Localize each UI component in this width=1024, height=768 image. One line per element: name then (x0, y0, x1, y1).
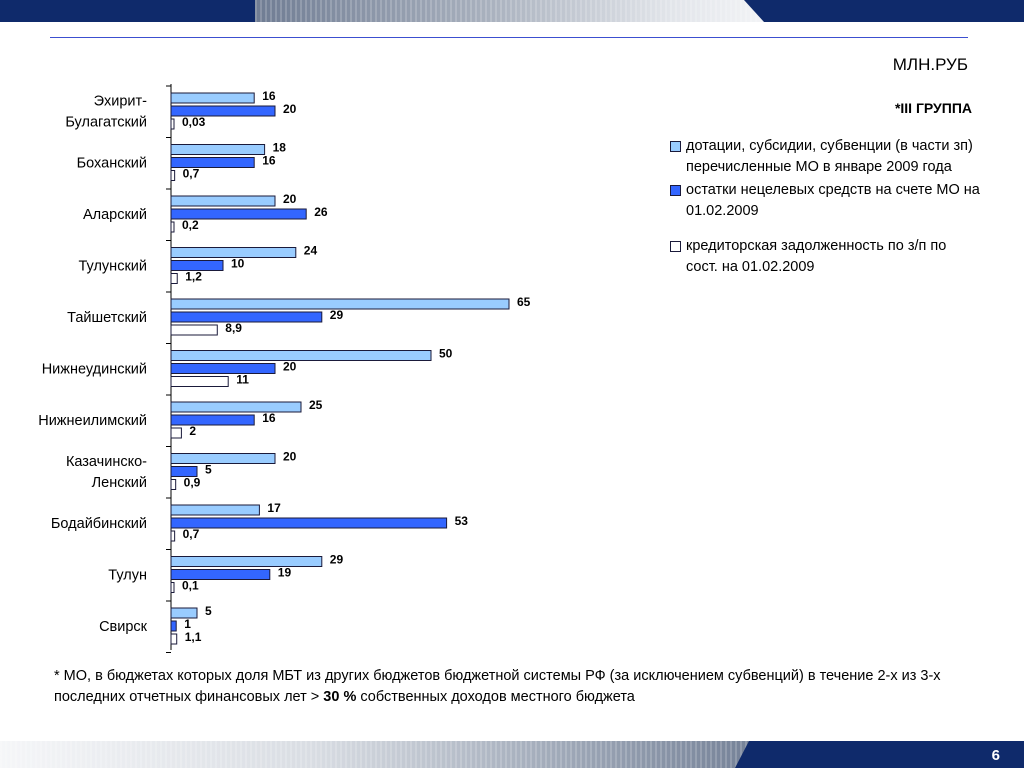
bar-3 (171, 377, 228, 387)
data-label: 0,7 (182, 527, 200, 541)
data-label: 53 (454, 514, 468, 528)
bar-1 (171, 351, 431, 361)
data-label: 0,2 (182, 218, 199, 232)
category-label: Казачинско-Ленский (65, 454, 147, 491)
bar-2 (171, 415, 254, 425)
category-label: Тулун (108, 567, 147, 584)
legend-item-arrears (670, 236, 980, 278)
bar-3 (171, 325, 217, 335)
data-label: 0,9 (183, 475, 201, 490)
data-label: 26 (314, 205, 328, 219)
legend-item-subsidies (670, 136, 980, 178)
data-label: 20 (283, 102, 297, 116)
data-label: 20 (283, 359, 297, 374)
data-label: 20 (283, 192, 297, 206)
category-label: Нижнеудинский (41, 361, 147, 378)
category-label: Эхирит-Булагатский (65, 93, 147, 131)
bar-3 (171, 634, 177, 644)
bar-1 (171, 505, 259, 515)
bar-1 (171, 145, 265, 155)
data-label: 11 (236, 372, 249, 387)
top-bar-gradient (255, 0, 775, 22)
category-label: Свирск (99, 619, 147, 635)
bar-1 (171, 402, 301, 412)
bar-3 (171, 171, 175, 181)
bar-2 (171, 364, 275, 374)
bar-3 (171, 531, 175, 541)
chart-legend (670, 136, 980, 278)
legend-swatch-arrears (670, 241, 681, 252)
data-label: 16 (262, 89, 276, 103)
header-rule (50, 37, 968, 38)
data-label: 25 (309, 398, 323, 412)
data-label: 29 (329, 308, 344, 322)
bar-1 (171, 454, 275, 464)
category-label: Тулунский (78, 258, 147, 275)
data-label: 19 (277, 565, 292, 580)
data-label: 10 (231, 256, 245, 271)
footnote (54, 666, 984, 708)
data-label: 17 (267, 501, 281, 515)
footnote-text-start: * МО, в бюджетах которых доля МБТ из других бюджетов бюджетной системы РФ (за исключением субвенций) в течение 2-х из 3-х последних отчетных финансовых лет > (54, 668, 941, 705)
category-label: Боханский (76, 155, 147, 172)
legend-label-arrears: кредиторская задолженность по з/п по сост. на 01.02.2009 (686, 238, 947, 275)
data-label: 65 (517, 295, 531, 309)
legend-swatch-subsidies (670, 141, 681, 152)
bar-3 (171, 119, 174, 129)
data-label: 5 (205, 462, 212, 477)
data-label: 1 (184, 617, 191, 631)
data-label: 1,2 (185, 269, 202, 284)
category-label: Аларский (82, 207, 147, 223)
bar-2 (171, 621, 176, 631)
bar-chart (0, 80, 620, 660)
data-label: 24 (303, 243, 318, 258)
data-label: 5 (205, 604, 212, 618)
bar-1 (171, 93, 254, 103)
bar-3 (171, 274, 177, 284)
unit-label: МЛН.РУБ (892, 55, 968, 74)
data-label: 2 (189, 424, 197, 438)
page-number: 6 (991, 747, 1000, 764)
data-label: 0,1 (182, 578, 199, 593)
data-label: 50 (439, 346, 453, 361)
footnote-threshold: 30 % (323, 689, 357, 705)
data-label: 20 (283, 449, 297, 464)
bar-1 (171, 557, 322, 567)
bottom-decor-bar (0, 741, 1024, 768)
bottom-bar-right-block (735, 741, 1024, 768)
legend-label-balances: остатки нецелевых средств на счете МО на 01.02.2009 (686, 182, 980, 219)
category-label: Бодайбинский (50, 516, 147, 532)
bar-3 (171, 480, 176, 490)
bar-3 (171, 583, 174, 593)
data-label: 29 (329, 552, 344, 567)
data-label: 1,1 (184, 630, 202, 644)
bar-3 (171, 222, 174, 232)
bar-3 (171, 428, 181, 438)
top-decor-bar (0, 0, 1024, 22)
bottom-bar-gradient (0, 741, 780, 768)
bar-1 (171, 196, 275, 206)
legend-swatch-balances (670, 185, 681, 196)
bar-2 (171, 312, 322, 322)
footnote-text-end: собственных доходов местного бюджета (356, 689, 635, 705)
category-label: Нижнеилимский (38, 413, 147, 429)
data-label: 16 (262, 411, 276, 425)
legend-item-balances (670, 180, 980, 222)
top-bar-left-block (0, 0, 255, 22)
data-label: 18 (272, 140, 286, 155)
data-label: 0,03 (182, 115, 206, 129)
legend-label-subsidies: дотации, субсидии, субвенции (в части зп) перечисленные МО в январе 2009 года (686, 138, 973, 175)
data-label: 0,7 (182, 166, 200, 181)
group-label: *III ГРУППА (894, 100, 972, 116)
top-bar-right-block (730, 0, 1024, 22)
data-label: 16 (262, 153, 276, 168)
bar-2 (171, 518, 447, 528)
data-label: 8,9 (225, 321, 242, 335)
category-label: Тайшетский (67, 310, 147, 326)
